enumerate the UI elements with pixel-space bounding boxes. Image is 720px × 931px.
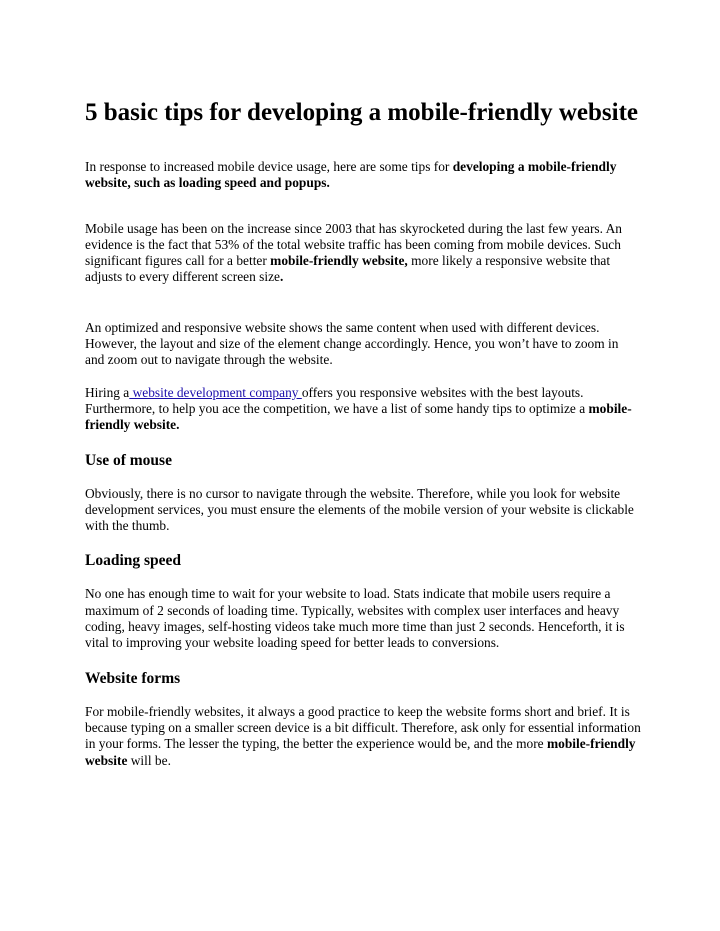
mobile-usage-bold-2: . [279,269,284,285]
page-title: 5 basic tips for developing a mobile-friendly website [85,99,639,126]
mobile-usage-text: Mobile usage has been on the increase since 2003 that has skyrocketed during the last few years. An evidence is the fact that 53% of the total website traffic has been coming from mobile devices. Such significant figures call for a better [85,220,622,269]
section-text-loading-speed: No one has enough time to wait for your website to load. Stats indicate that mobile users require a maximum of 2 seconds of loading time. Typically, websites with complex user interfaces and heavy coding, heavy images, self-hosting videos take much more time than just 2 seconds. Henceforth, it is vital to improving your website loading speed for better leads to conversions. [85,586,625,651]
document-content [85,96,641,769]
mobile-usage-text-2: more likely a responsive website that adjusts to every different screen size [85,253,611,285]
intro-bold: developing a mobile-friendly website, such as loading speed and popups. [85,159,617,191]
section-text-use-of-mouse: Obviously, there is no cursor to navigate through the website. Therefore, while you look for website development services, you must ensure the elements of the mobile version of your website is clickable with the thumb. [85,485,634,534]
website-development-company-link[interactable]: website development company [129,384,302,400]
section-heading-use-of-mouse: Use of mouse [85,451,172,469]
section-heading-loading-speed: Loading speed [85,552,182,570]
website-forms-bold: mobile-friendly website [85,736,636,768]
hiring-paragraph [85,385,641,434]
mobile-usage-paragraph [85,221,641,286]
hiring-text-2: offers you responsive websites with the best layouts. Furthermore, to help you ace the competition, we have a list of some handy tips to optimize a [85,384,589,416]
website-forms-text-2: will be. [127,752,171,768]
section-text-website-forms [85,704,641,769]
website-forms-text: For mobile-friendly websites, it always a good practice to keep the website forms short and brief. It is because typing on a smaller screen device is a bit difficult. Therefore, ask only for essential information in your forms. The lesser the typing, the better the experience would be, and the more [85,703,641,752]
responsive-paragraph: An optimized and responsive website shows the same content when used with different devices. However, the layout and size of the element change accordingly. Hence, you won’t have to zoom in and zoom out to navigate through the website. [85,319,619,368]
hiring-bold: mobile-friendly website. [85,400,632,433]
mobile-usage-bold: mobile-friendly website, [270,253,408,269]
intro-text: In response to increased mobile device usage, here are some tips for [85,159,453,174]
hiring-text: Hiring a [85,384,130,400]
intro-paragraph [85,159,641,192]
section-heading-website-forms: Website forms [85,669,181,687]
